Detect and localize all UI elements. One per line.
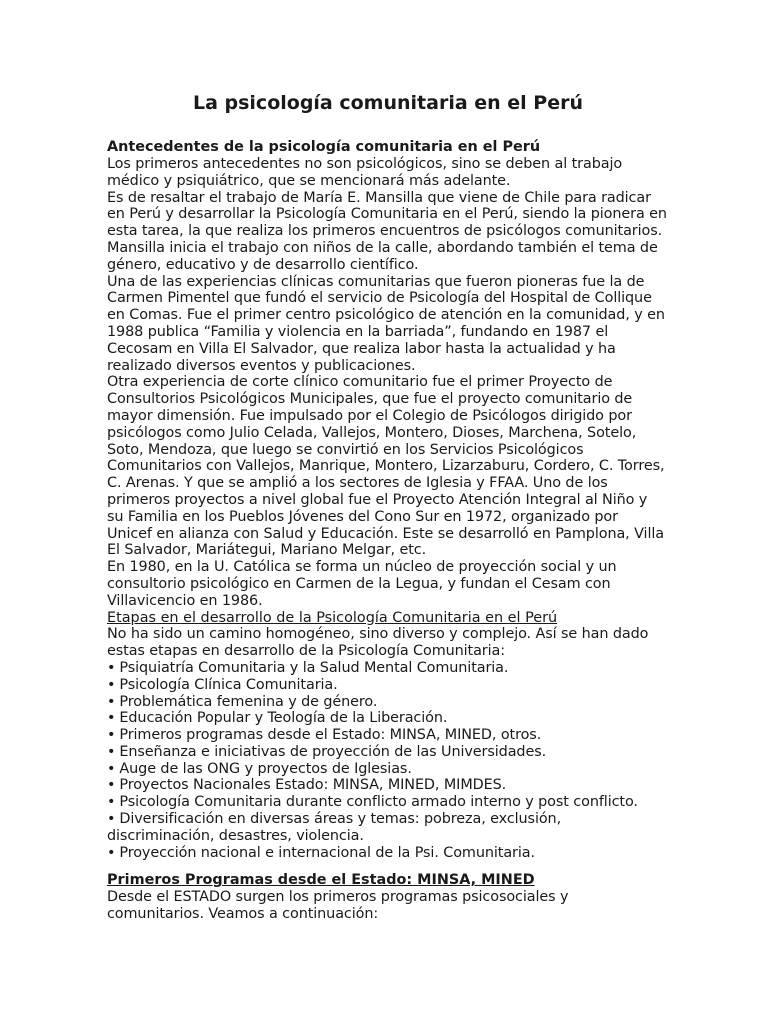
etapas-list <box>107 660 667 862</box>
bullet-icon: • <box>107 794 116 811</box>
list-item <box>107 811 667 845</box>
bullet-icon: • <box>107 760 116 777</box>
list-item-text: Psicología Comunitaria durante conflicto armado interno y post conflicto. <box>119 794 638 811</box>
bullet-icon: • <box>107 710 116 727</box>
list-item-text: Proyectos Nacionales Estado: MINSA, MINED, MIMDES. <box>119 777 507 794</box>
paragraph-5: En 1980, en la U. Católica se forma un núcleo de proyección social y un consultorio psicológico en Carmen de la Legua, y fundan el Cesam con Villavicencio en 1986. <box>107 559 617 609</box>
paragraph-programas: Desde el ESTADO surgen los primeros programas psicosociales y comunitarios. Veamos a continuación: <box>107 889 569 923</box>
bullet-icon: • <box>107 777 116 794</box>
paragraph-2: Es de resaltar el trabajo de María E. Mansilla que viene de Chile para radicar en Perú y desarrollar la Psicología Comunitaria en el Perú, siendo la pionera en esta tarea, la que realiza los primeros encuentros de psicólogos comunitarios. Mansilla inicia el trabajo con niños de la calle, abordando también el tema de género, educativo y de desarrollo científico. <box>107 189 667 273</box>
document-title: La psicología comunitaria en el Perú <box>192 92 584 114</box>
list-item <box>107 845 667 862</box>
list-item-text: Diversificación en diversas áreas y temas: pobreza, exclusión, discriminación, desastres, violencia. <box>107 811 562 844</box>
list-item <box>107 694 667 711</box>
paragraph-etapas-intro: No ha sido un camino homogéneo, sino diverso y complejo. Así se han dado estas etapas en desarrollo de la Psicología Comunitaria: <box>107 626 649 660</box>
list-item-text: Psiquiatría Comunitaria y la Salud Mental Comunitaria. <box>119 659 509 676</box>
list-item-text: Auge de las ONG y proyectos de Iglesias. <box>119 760 412 777</box>
bullet-icon: • <box>107 693 116 710</box>
bullet-icon: • <box>107 811 116 828</box>
list-item <box>107 761 667 778</box>
list-item <box>107 660 667 677</box>
list-item <box>107 794 667 811</box>
list-item <box>107 710 667 727</box>
bullet-icon: • <box>107 676 116 693</box>
list-item <box>107 727 667 744</box>
list-item-text: Enseñanza e iniciativas de proyección de las Universidades. <box>119 743 547 760</box>
section-heading-programas: Primeros Programas desde el Estado: MINSA, MINED <box>107 872 535 889</box>
list-item-text: Problemática femenina y de género. <box>119 693 378 710</box>
list-item <box>107 677 667 694</box>
list-item <box>107 777 667 794</box>
document-page <box>107 90 667 923</box>
bullet-icon: • <box>107 727 116 744</box>
paragraph-4: Otra experiencia de corte clínico comunitario fue el primer Proyecto de Consultorios Psicológicos Municipales, que fue el proyecto comunitario de mayor dimensión. Fue impulsado por el Colegio de Psicólogos dirigido por psicólogos como Julio Celada, Vallejos, Montero, Dioses, Marchena, Sotelo, Soto, Mendoza, que luego se convirtió en los Servicios Psicológicos Comunitarios con Vallejos, Manrique, Montero, Lizarzaburu, Cordero, C. Torres, C. Arenas. Y que se amplió a los sectores de Iglesia y FFAA. Uno de los primeros proyectos a nivel global fue el Proyecto Atención Integral al Niño y su Familia en los Pueblos Jóvenes del Cono Sur en 1972, organizado por Unicef en alianza con Salud y Educación. Este se desarrolló en Pamplona, Villa El Salvador, Mariátegui, Mariano Melgar, etc. <box>107 374 665 559</box>
list-item-text: Proyección nacional e internacional de la Psi. Comunitaria. <box>119 844 535 861</box>
bullet-icon: • <box>107 659 116 676</box>
paragraph-1: Los primeros antecedentes no son psicológicos, sino se deben al trabajo médico y psiquiátrico, que se mencionará más adelante. <box>107 156 623 189</box>
list-item <box>107 744 667 761</box>
list-item-text: Educación Popular y Teología de la Liberación. <box>119 710 448 727</box>
list-item-text: Psicología Clínica Comunitaria. <box>119 676 338 693</box>
subheading-etapas: Etapas en el desarrollo de la Psicología Comunitaria en el Perú <box>107 609 558 626</box>
paragraph-3: Una de las experiencias clínicas comunitarias que fueron pioneras fue la de Carmen Pimentel que fundó el servicio de Psicología del Hospital de Collique en Comas. Fue el primer centro psicológico de atención en la comunidad, y en 1988 publica “Familia y violencia en la barriada”, fundando en 1987 el Cecosam en Villa El Salvador, que realiza labor hasta la actualidad y ha realizado diversos eventos y publicaciones. <box>107 273 665 374</box>
list-item-text: Primeros programas desde el Estado: MINSA, MINED, otros. <box>119 727 542 744</box>
bullet-icon: • <box>107 743 116 760</box>
section-heading-antecedentes: Antecedentes de la psicología comunitaria en el Perú <box>107 139 541 155</box>
bullet-icon: • <box>107 844 116 861</box>
